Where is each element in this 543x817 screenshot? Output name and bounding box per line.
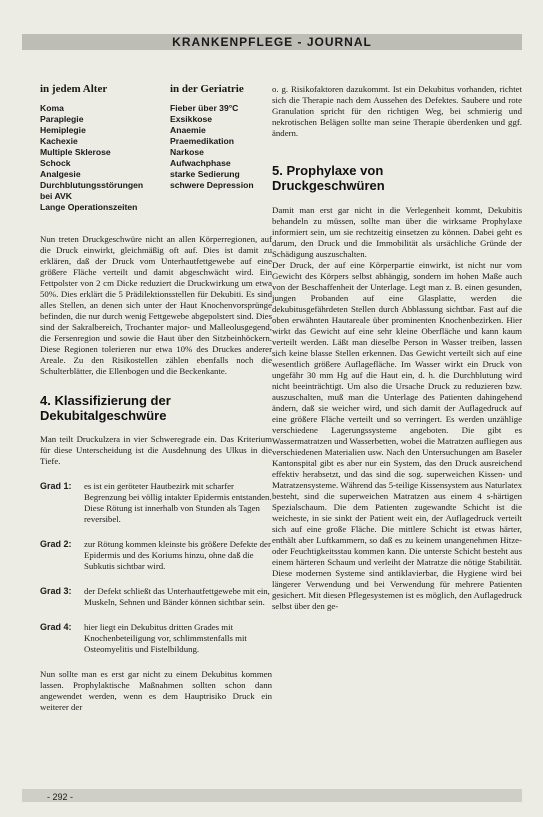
paragraph-prophylaxis-intro: Damit man erst gar nicht in die Verlegenheit kommt, Dekubitis behandeln zu müssen, sollte man über die wirksame Prophylaxe informiert sein, um sie rechtzeitig einsetzen zu können. Dabei geht es darum, den Druck und die Immobilität als ursächliche Gründe der Schädigung auszuschalten.	[272, 205, 522, 259]
risk-factor-item: Fieber über 39°C	[170, 103, 239, 113]
section-4-heading: 4. Klassifizierung der Dekubitalgeschwüre	[40, 393, 171, 423]
paragraph-pressure-surface: Der Druck, der auf eine Körperpartie einwirkt, ist nicht nur vom Gewicht des Körpers selbst abhängig, sondern im hohen Maße auch von der Beschaffenheit der Unterlage. Legt man z. B. einen gesunden, jungen Probanden auf eine Glasplatte, werden die dekubitusgefährdeten Stellen durch Abblassung sichtbar. Fast auf die oben erwähnten Hautareale über prominenten Knochenbezirken. Hier wirkt das Gewicht auf eine sehr kleine Oberfläche und kann kaum verteilt werden. Läßt man dieselbe Person in Wasser treiben, lassen sich keine blasse Stellen erkennen. Das Gewicht verteilt sich auf eine wesentlich größere Auflagefläche. Im Wasser wirkt ein Druck von ungefähr 30 mm Hg auf die Haut ein, d. h. die Durchblutung wird nicht beeinträchtigt. Um also die Ursache Druck zu reduzieren bzw. auszuschalten, muß man die Unterlage des Patienten dahingehend ändern, daß sie weicher wird, und sich damit der Auflagedruck auf eine größere Fläche verteilt und so verringert. Es werden unzählige verschiedene Lagerungssysteme angeboten. Die gibt es Wassermatratzen und Wasserbetten, wobei die Matratzen aufliegen aus verschiedenen Materialien usw. Nach den Untersuchungen am Baseler Kantonspital gibt es aber nur ein System, das den Druck ausreichend effektiv herabsetzt, und das sind die sog. superweichen Kissen- und Matratzensysteme. Während das 5-teilige Kissensystem aus Naturlatex besteht, sind die superweichen Matratzen aus einem 4 s-härtigen Spezialschaum. Die dem Patienten zugewandte Schicht ist die weicheste, in sie sinkt der Patient weit ein, der Auflagedruck verteilt sich auf eine große Fläche. Die mittlere Schicht ist etwas härter, enthält aber Luftkammern, so daß es zu keinem unangenehmen Hitze- oder Feuchtigkeitsstau kommen kann. Die unterste Schicht besteht aus einem härteren Schaum und verleiht der Matratze die nötige Stabilität. Diese modernen Systeme sind antiklavierbar, die Hygiene wird bei längerer Verwendung und bei Verwendung für mehrere Patienten gesichert. Mit diesen Pflegesystemen ist es möglich, den Auflagedruck selbst über den ge-	[272, 260, 522, 611]
risk-col-any-age-list	[40, 103, 170, 213]
risk-factor-item: Narkose	[170, 147, 204, 157]
page-number: - 292 -	[47, 792, 74, 802]
grade-label: Grad 3:	[40, 586, 72, 596]
risk-col-geriatric-title: in der Geriatrie	[170, 83, 244, 95]
risk-factor-item: Analgesie	[40, 169, 81, 179]
grade-list	[40, 481, 272, 655]
grade-item	[40, 622, 272, 655]
risk-factor-item: Durchblutungsstörungen	[40, 180, 144, 190]
left-column	[40, 84, 272, 713]
grade-label: Grad 4:	[40, 622, 72, 632]
grade-description: es ist ein geröteter Hautbezirk mit scharfer Begrenzung bei völlig intakter Epidermis entstanden. Diese Rötung ist innerhalb von Stunden als Tagen reversibel.	[84, 481, 272, 524]
risk-factor-item: Aufwachphase	[170, 158, 231, 168]
risk-col-any-age-title: in jedem Alter	[40, 83, 108, 95]
page-footer-bar	[22, 789, 522, 802]
risk-factor-item: Exsikkose	[170, 114, 213, 124]
risk-factor-item: schwere Depression	[170, 180, 254, 190]
risk-col-geriatric	[170, 84, 275, 191]
risk-factor-item: Schock	[40, 158, 71, 168]
risk-factor-item: Koma	[40, 103, 64, 113]
paragraph-prophylaxis-lead: Nun sollte man es erst gar nicht zu einem Dekubitus kommen lassen. Prophylaktische Maßnahmen sollten schon dann angewendet werden, wenn es dem Hauptrisiko Druck ein weiterer der	[40, 669, 272, 712]
grade-item	[40, 539, 272, 572]
risk-factor-item: starke Sedierung	[170, 169, 240, 179]
right-column	[272, 84, 522, 612]
section-5-heading: 5. Prophylaxe von Druckgeschwüren	[272, 163, 385, 193]
grade-item	[40, 586, 272, 608]
paragraph-section-4-intro: Man teilt Druckulzera in vier Schweregrade ein. Das Kriterium für diese Unterscheidung ist die Ausdehnung des Ulkus in die Tiefe.	[40, 434, 272, 466]
grade-description: zur Rötung kommen kleinste bis größere Defekte der Epidermis und des Koriums hinzu, ohne daß die Subkutis sichtbar wird.	[84, 539, 271, 571]
grade-item	[40, 481, 272, 525]
risk-factor-item: Hemiplegie	[40, 125, 86, 135]
grade-description: der Defekt schließt das Unterhautfettgewebe mit ein, Muskeln, Sehnen und Bänder können sichtbar sein.	[84, 586, 270, 607]
risk-factor-table	[40, 84, 272, 234]
journal-header	[22, 34, 522, 50]
risk-factor-item: Praemedikation	[170, 136, 234, 146]
risk-col-geriatric-list	[170, 103, 275, 191]
risk-factor-item: bei AVK	[40, 191, 72, 201]
risk-factor-item: Multiple Sklerose	[40, 147, 111, 157]
grade-label: Grad 2:	[40, 539, 72, 549]
risk-factor-item: Kachexie	[40, 136, 78, 146]
grade-description: hier liegt ein Dekubitus dritten Grades mit Knochenbeteiligung vor, schlimmstenfalls mit Osteomyelitis und Fistelbildung.	[84, 622, 247, 654]
paragraph-pressure-distribution: Nun treten Druckgeschwüre nicht an allen Körperregionen, auf die Druck einwirkt, gleichmäßig oft auf. Dies ist damit zu erklären, daß der Druck vom Unterhautfettgewebe auf eine größere Fläche verteilt und damit abgeschwächt wird. Ein Fettpolster von 2 cm Dicke reduziert die Druckwirkung um etwa 50%. Dies erklärt die 5 Prädilektionsstellen für Dekubiti. Es sind alles Stellen, an denen sich unter der Haut Knochenvorsprünge befinden, die nur durch wenig Fettgewebe abgepolstert sind. Dies sind der Sakralbereich, Trochanter major- und Malleolusgegend, die Fersenregion und sowie die Haut über den Sitzbeinhöckern. Diese Regionen tolerieren nur etwa 10% des Druckes anderer Areale. Zu den Risikostellen zählen ebenfalls noch die Schulterblätter, die Ellenbogen und die Beckenkante.	[40, 234, 272, 376]
risk-factor-item: Anaemie	[170, 125, 206, 135]
paragraph-therapy: o. g. Risikofaktoren dazukommt. Ist ein Dekubitus vorhanden, richtet sich die Therapie nach dem Aussehen des Defektes. Saubere und rote Granulation spricht für den richtigen Weg, bei schmierig und nekrotischen Belägen sollte man seine Therapie überdenken und ggf. ändern.	[272, 84, 522, 138]
grade-label: Grad 1:	[40, 481, 72, 491]
risk-col-any-age	[40, 84, 170, 213]
journal-title: KRANKENPFLEGE - JOURNAL	[172, 35, 372, 49]
risk-factor-item: Lange Operationszeiten	[40, 202, 138, 212]
risk-factor-item: Paraplegie	[40, 114, 84, 124]
